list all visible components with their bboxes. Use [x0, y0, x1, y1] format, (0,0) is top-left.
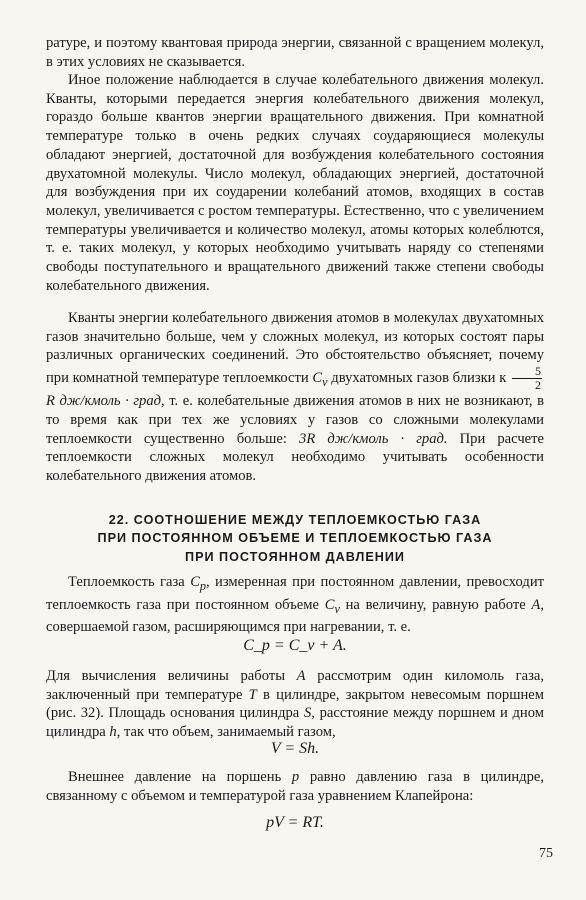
formula-cp-equals-cv-plus-a: C_p = C_v + A. — [243, 637, 347, 654]
value-3r: 3R дж/кмоль · град. — [299, 430, 448, 447]
heading-line-2: ПРИ ПОСТОЯННОМ ОБЪЕМЕ И ТЕПЛОЕМКОСТЬЮ ГАЗА — [97, 531, 493, 546]
text-segment: Кванты энергии колебательного движения атомов в молекулах двухатомных газов значительно больше, чем у сложных молекул, из которых состоят пары различных органических соединений. Это обстоятельство объясняет, почему при комнатной температуре теплоемкости — [46, 310, 544, 386]
paragraph-diatomic-gases — [46, 309, 544, 486]
formula-v-equals-sh: V = Sh. — [270, 740, 320, 757]
heat-capacity-cv: $C_v$ — [312, 369, 328, 389]
formula-pv-equals-rt: pV = RT. — [266, 814, 324, 831]
text-segment: двухатомных газов близки к — [331, 369, 507, 386]
text-segment: При расчете теплоемкости сложных молекул необходимо учитывать особенности колебательного движения атомов. — [46, 430, 545, 484]
paragraph-vibrational-motion: Иное положение наблюдается в случае колебательного движения молекул. Кванты, которыми передается энергия колебательного движения молекул, гораздо больше квантов энергии вращательного движения. При комнатной температуре только в очень редких случаях соударяющиеся молекулы обладают энергией, достаточной для возбуждения колебательного состояния двухатомной молекулы. Число молекул, обладающих энергией, достаточной для возбуждения при их соударении колебаний атомов, входящих в состав молекул, увеличивается с ростом температуры. Естественно, что с увеличением температуры увеличивается и количество молекул, атомы которых колеблются, т. е. таких молекул, у которых необходимо учитывать наряду со степенями свободы поступательного и вращательного движений также степени свободы колебательного движения. — [46, 72, 544, 294]
fraction-five-halves: $\frac{5}{2}$ — [512, 365, 542, 392]
section-heading — [46, 511, 544, 566]
heat-capacity-cv: $C_v$ — [324, 596, 340, 616]
page-number: 75 — [539, 846, 553, 861]
paragraph-work-calculation: Для вычисления величины работы A рассмотрим один киломоль газа, заключенный при температуре T в цилиндре, закрытом невесомым поршнем (рис. 32). Площадь основания цилиндра S, расстояние между поршнем и дном цилиндра h, так что объем, занимаемый газом, — [46, 668, 544, 741]
heading-line-3: ПРИ ПОСТОЯННОМ ДАВЛЕНИИ — [185, 549, 405, 564]
text-segment: т. е. колебательные движения атомов в них не возникают, в то время как при тех же условиях у газов со сложными молекулами теплоемкости существенно больше: — [46, 393, 545, 447]
unit-r: R дж/кмоль · град, — [46, 393, 165, 410]
paragraph-cp-cv: Теплоемкость газа $C_p$, измеренная при постоянном давлении, превосходит теплоемкость газа при постоянном объеме $C_v$ на величину, равную работе A, совершаемой газом, расширяющимся при нагревании, т. е. — [46, 574, 545, 636]
heat-capacity-cp: $C_p$ — [190, 574, 206, 593]
paragraph-top: ратуре, и поэтому квантовая природа энергии, связанной с вращением молекул, в этих условиях не сказывается. — [46, 35, 544, 70]
paragraph-external-pressure: Внешнее давление на поршень p равно давлению газа в цилиндре, связанному с объемом и температурой газа уравнением Клапейрона: — [46, 769, 544, 804]
heading-line-1: 22. СООТНОШЕНИЕ МЕЖДУ ТЕПЛОЕМКОСТЬЮ ГАЗА — [108, 513, 482, 527]
work-symbol: A — [531, 596, 541, 613]
